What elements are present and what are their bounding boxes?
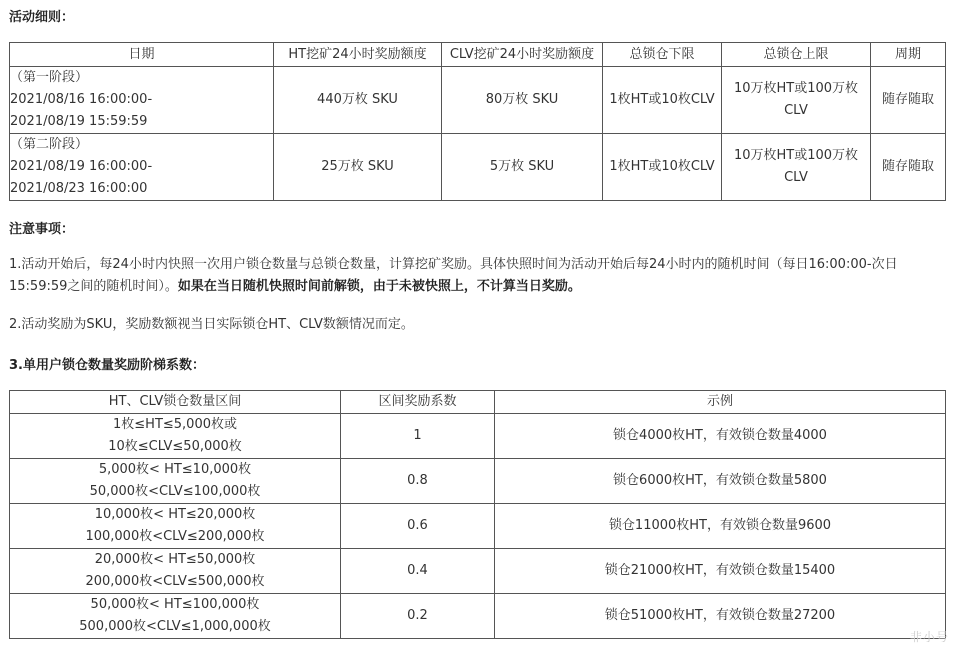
coefficient-cell: 0.6 [341, 504, 495, 549]
date-cell [10, 67, 274, 134]
range-line: 100,000枚<CLV≤200,000枚 [85, 529, 265, 544]
max-lock-line: 10万枚HT或100万枚 [733, 81, 859, 96]
header-date: 日期 [10, 43, 274, 67]
range-cell [10, 459, 341, 504]
min-lock-cell: 1枚HT或10枚CLV [603, 134, 722, 201]
note-paragraph-2: 2.活动奖励为SKU，奖励数额视当日实际锁仓HT、CLV数额情况而定。 [9, 317, 414, 332]
header-clv-reward: CLV挖矿24小时奖励额度 [442, 43, 603, 67]
max-lock-line: CLV [784, 103, 808, 118]
max-lock-cell [722, 134, 871, 201]
period-cell: 随存随取 [871, 134, 946, 201]
section-title-activity-rules: 活动细则： [9, 10, 75, 25]
example-cell: 锁仓51000枚HT，有效锁仓数量27200 [495, 594, 946, 639]
date-line: 2021/08/19 16:00:00- [10, 159, 153, 174]
tier-coefficient-table [9, 390, 946, 639]
header-example: 示例 [495, 391, 946, 414]
table-row [10, 549, 946, 594]
coefficient-cell: 0.4 [341, 549, 495, 594]
date-line: 2021/08/16 16:00:00- [10, 92, 153, 107]
note-1-text: 1.活动开始后，每24小时内快照一次用户锁仓数量与总锁仓数量，计算挖矿奖励。具体快照时间为活动开始后每24小时内的随机时间（每日16:00:00-次日15:59:59之间的随机时间）。 [9, 257, 898, 294]
header-coefficient: 区间奖励系数 [341, 391, 495, 414]
range-line: 50,000枚<CLV≤100,000枚 [89, 484, 261, 499]
range-line: 500,000枚<CLV≤1,000,000枚 [79, 619, 271, 634]
date-cell [10, 134, 274, 201]
date-line: （第二阶段） [10, 137, 89, 152]
ht-reward-cell: 440万枚 SKU [274, 67, 442, 134]
note-paragraph-1 [9, 254, 944, 298]
header-max-lock: 总锁仓上限 [722, 43, 871, 67]
header-period: 周期 [871, 43, 946, 67]
example-cell: 锁仓11000枚HT，有效锁仓数量9600 [495, 504, 946, 549]
range-line: 10枚≤CLV≤50,000枚 [108, 439, 242, 454]
table-row [10, 504, 946, 549]
range-cell [10, 504, 341, 549]
date-line: 2021/08/23 16:00:00 [10, 181, 148, 196]
max-lock-line: CLV [784, 170, 808, 185]
table-row [10, 67, 946, 134]
date-line: （第一阶段） [10, 70, 89, 85]
table-row [10, 134, 946, 201]
coefficient-cell: 0.8 [341, 459, 495, 504]
table-row [10, 594, 946, 639]
table-row [10, 459, 946, 504]
header-min-lock: 总锁仓下限 [603, 43, 722, 67]
range-line: 50,000枚< HT≤100,000枚 [90, 597, 260, 612]
section-title-tier-coefficients: 3.单用户锁仓数量奖励阶梯系数： [9, 358, 205, 373]
clv-reward-cell: 80万枚 SKU [442, 67, 603, 134]
table-row [10, 414, 946, 459]
range-line: 20,000枚< HT≤50,000枚 [94, 552, 256, 567]
header-ht-reward: HT挖矿24小时奖励额度 [274, 43, 442, 67]
max-lock-cell [722, 67, 871, 134]
example-cell: 锁仓21000枚HT，有效锁仓数量15400 [495, 549, 946, 594]
range-line: 10,000枚< HT≤20,000枚 [94, 507, 256, 522]
phase-reward-table [9, 42, 946, 201]
example-cell: 锁仓6000枚HT，有效锁仓数量5800 [495, 459, 946, 504]
range-line: 200,000枚<CLV≤500,000枚 [85, 574, 265, 589]
range-cell [10, 594, 341, 639]
range-line: 1枚≤HT≤5,000枚或 [113, 417, 237, 432]
range-cell [10, 549, 341, 594]
period-cell: 随存随取 [871, 67, 946, 134]
note-1-bold-text: 如果在当日随机快照时间前解锁，由于未被快照上，不计算当日奖励。 [177, 279, 581, 294]
max-lock-line: 10万枚HT或100万枚 [733, 148, 859, 163]
range-cell [10, 414, 341, 459]
coefficient-cell: 0.2 [341, 594, 495, 639]
ht-reward-cell: 25万枚 SKU [274, 134, 442, 201]
section-title-notes: 注意事项： [9, 222, 75, 237]
coefficient-cell: 1 [341, 414, 495, 459]
example-cell: 锁仓4000枚HT，有效锁仓数量4000 [495, 414, 946, 459]
watermark-logo: 非小号 [909, 630, 949, 644]
min-lock-cell: 1枚HT或10枚CLV [603, 67, 722, 134]
date-line: 2021/08/19 15:59:59 [10, 114, 148, 129]
header-range: HT、CLV锁仓数量区间 [10, 391, 341, 414]
range-line: 5,000枚< HT≤10,000枚 [98, 462, 252, 477]
clv-reward-cell: 5万枚 SKU [442, 134, 603, 201]
